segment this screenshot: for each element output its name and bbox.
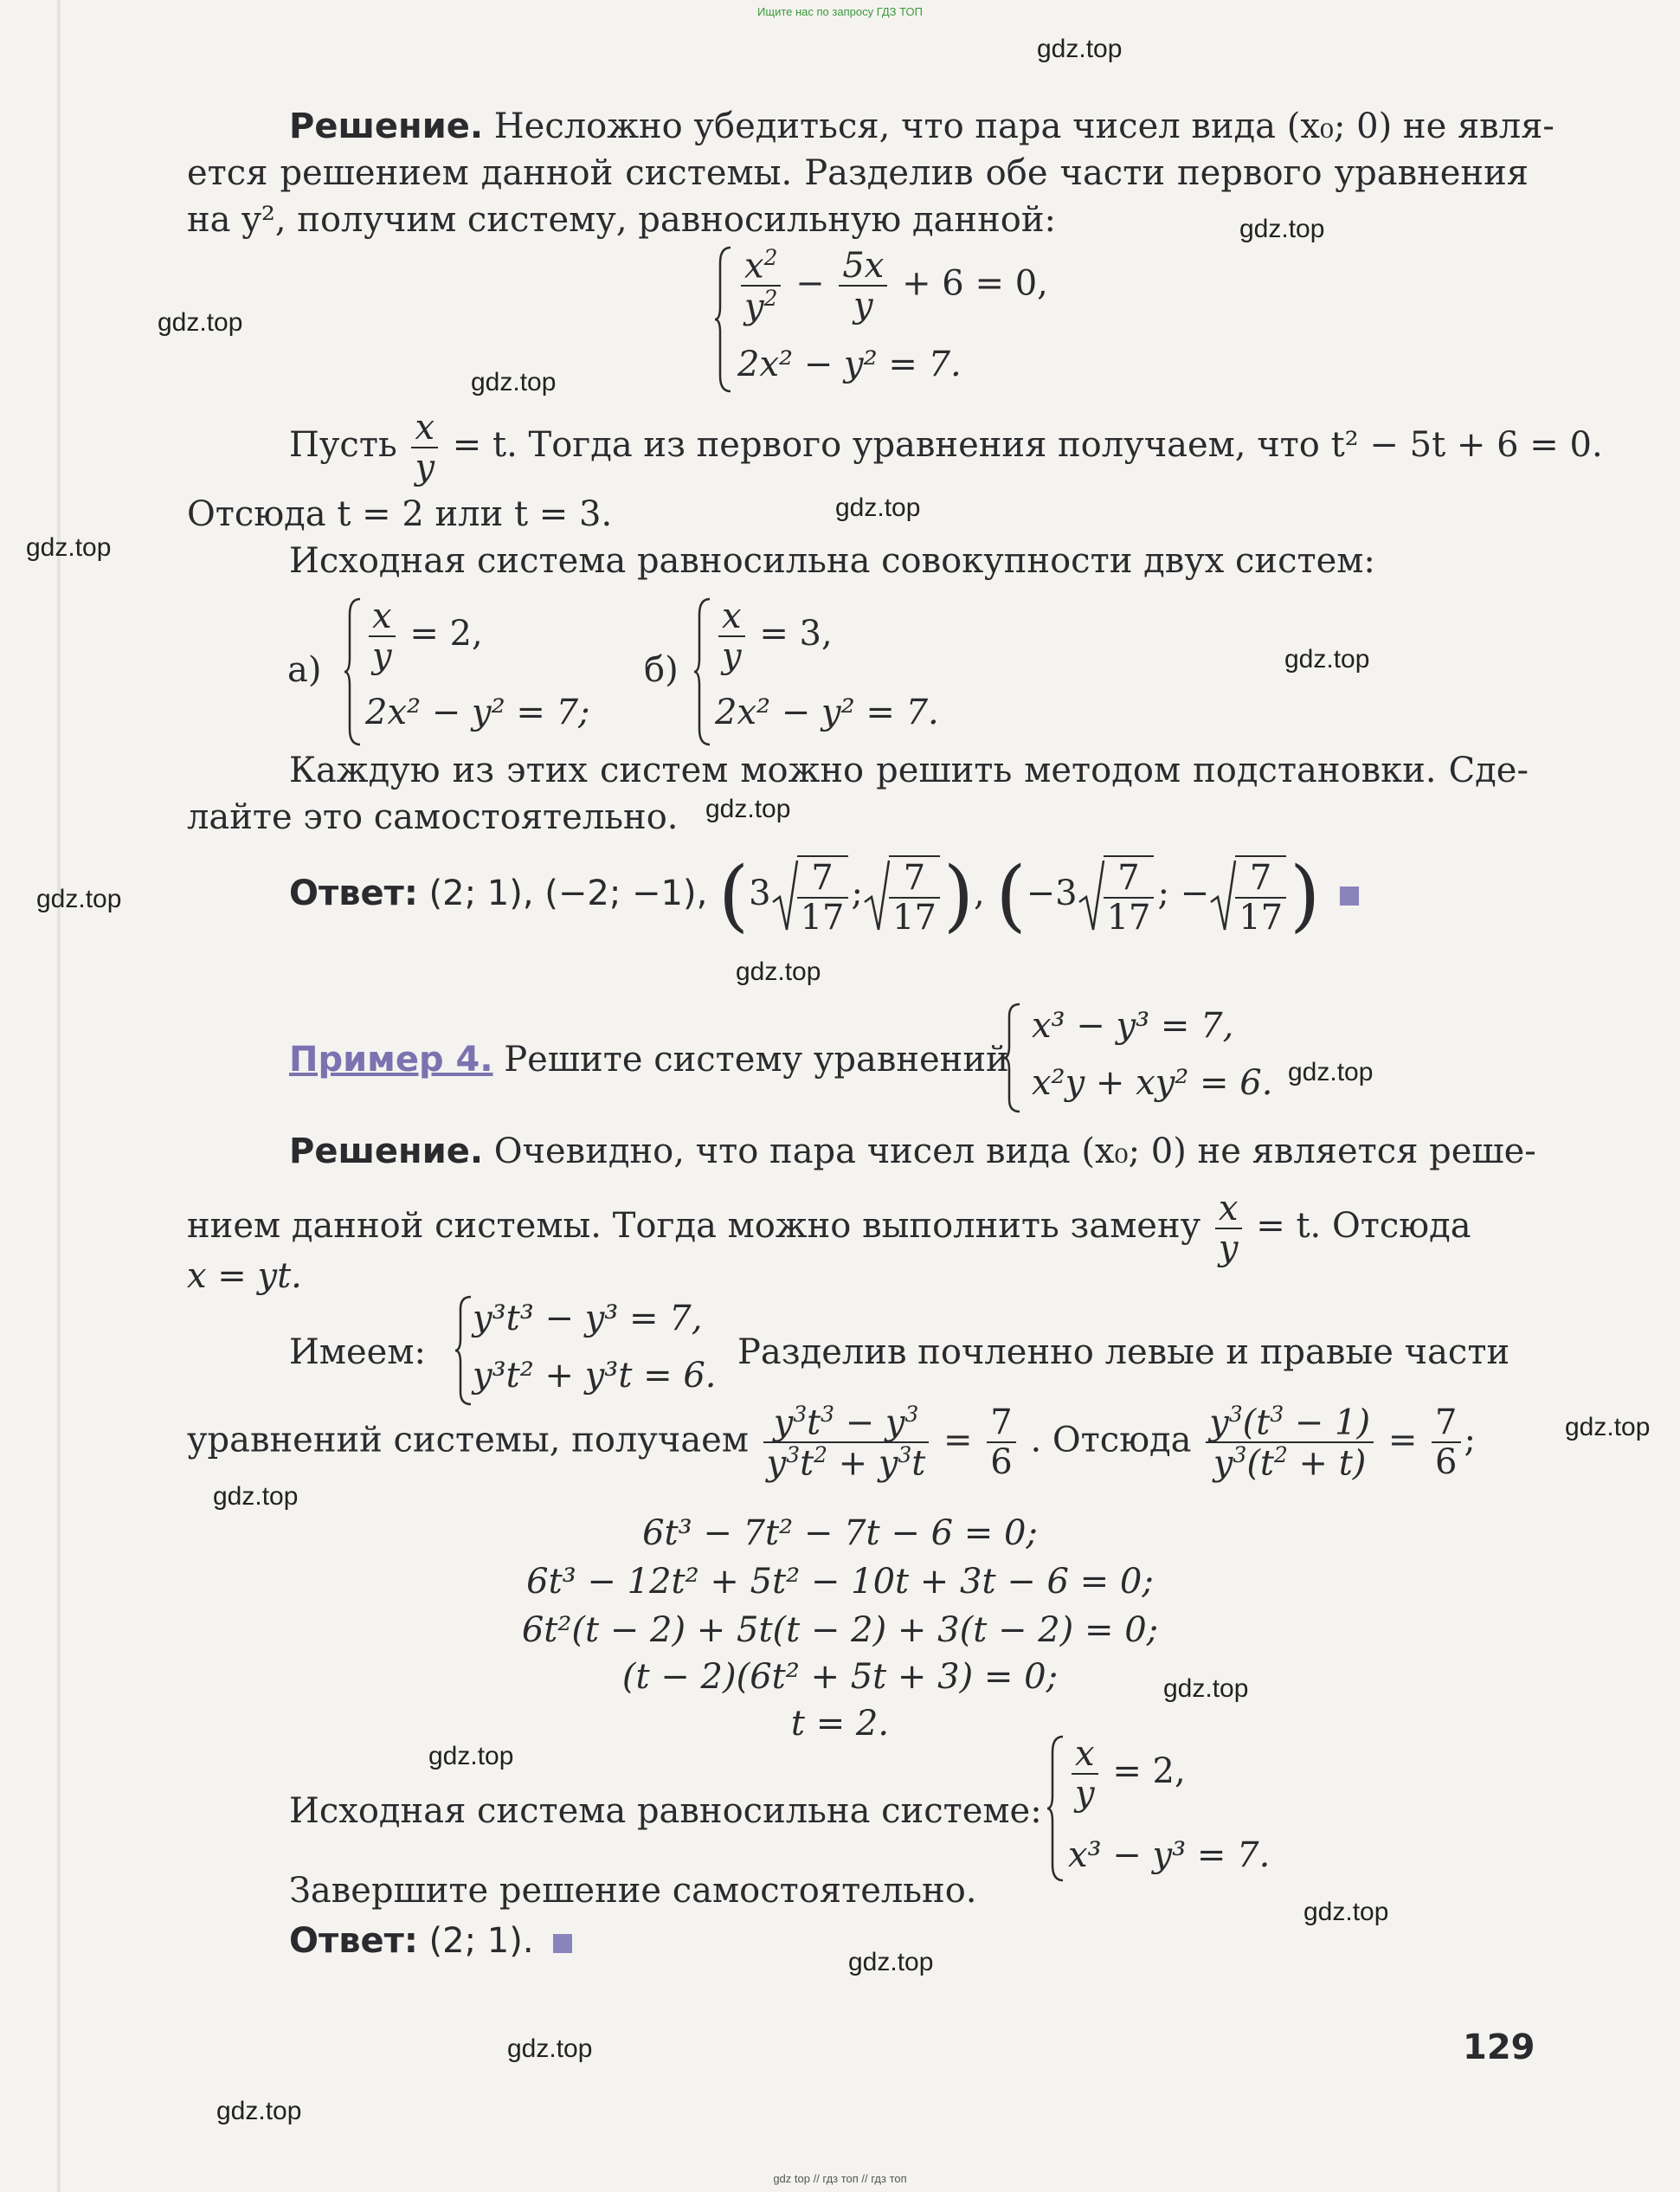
answer-text: (2; 1).: [428, 1921, 534, 1961]
watermark: gdz.top: [835, 493, 921, 522]
equation-tail: + 6 = 0,: [902, 263, 1048, 304]
solution-paragraph-line: [289, 1127, 1536, 1176]
derivation-step: 6t³ − 12t² + 5t² − 10t + 3t − 6 = 0;: [526, 1562, 1154, 1602]
equation-tail: = 2,: [409, 614, 483, 654]
example-label: Пример 4.: [289, 1040, 493, 1080]
text-line: Разделив почленно левые и правые части: [737, 1332, 1510, 1372]
equation-tail: = 2,: [1112, 1751, 1186, 1791]
substitution-line: нием данной системы. Тогда можно выполнить замену $\frac{x}{y}$ = t. Отсюда: [187, 1189, 1471, 1268]
system-equation: y³t³ − y³ = 7,: [473, 1299, 703, 1338]
solution-paragraph-line: на y², получим систему, равносильную данной:: [187, 200, 1056, 240]
fraction-line: уравнений системы, получаем $\frac{y^3t^3 - y^3}{y^3t^2 + y^3t}$ = $\frac{7}{6}$ . Отсюда $\frac{y^3(t^3 - 1)}{y^3(t^2 + t)}$ = $\frac{7}{6}$ ;: [187, 1402, 1476, 1484]
equation-system: [713, 246, 1059, 393]
watermark: gdz.top: [1037, 35, 1123, 63]
watermark: gdz.top: [216, 2097, 302, 2125]
answer-label: Ответ:: [289, 874, 418, 913]
system-equation: $\frac{x}{y}$ = 2,: [1068, 1735, 1186, 1813]
header-link[interactable]: Ищите нас по запросу ГДЗ ТОП: [757, 5, 923, 18]
system-equation: $\frac{x}{y}$ = 3,: [715, 597, 833, 675]
brace-icon: [1002, 1003, 1021, 1113]
derivation-step: 6t²(t − 2) + 5t(t − 2) + 3(t − 2) = 0;: [521, 1610, 1159, 1650]
text-line: Исходная система равносильна совокупности двух систем:: [289, 541, 1375, 581]
solution-label: Решение.: [289, 106, 484, 146]
solution-paragraph-line: ется решением данной системы. Разделив обе части первого уравнения: [187, 153, 1529, 193]
page-number: 129: [1463, 2028, 1535, 2067]
text-line: Исходная система равносильна системе:: [289, 1791, 1042, 1831]
equation-system: [454, 1295, 739, 1406]
watermark: gdz.top: [1239, 215, 1325, 243]
system-equation: y³t² + y³t = 6.: [473, 1356, 717, 1396]
watermark: gdz.top: [705, 795, 791, 823]
text-line: лайте это самостоятельно.: [187, 797, 679, 837]
end-of-proof-icon: [553, 1934, 572, 1953]
text-line: Завершите решение самостоятельно.: [289, 1871, 977, 1911]
text: = t. Отсюда: [1256, 1206, 1471, 1246]
derivation-step: t = 2.: [790, 1704, 890, 1744]
substitution-line: Пусть $\frac{x}{y}$ = t. Тогда из первого уравнения получаем, что t² − 5t + 6 = 0.: [289, 408, 1603, 487]
system-equation: 2x² − y² = 7.: [737, 345, 962, 384]
watermark: gdz.top: [158, 308, 243, 337]
answer-line: [289, 1917, 572, 1965]
system-equation: x²y + xy² = 6.: [1032, 1063, 1273, 1103]
text: Несложно убедиться, что пара чисел вида (x₀; 0) не явля-: [493, 106, 1554, 146]
system-equation: $\frac{x}{y}$ = 2,: [365, 597, 483, 675]
system-equation: $\frac{x^2}{y^2}$ − $\frac{5x}{y}$ + 6 = 0,: [737, 246, 1048, 326]
derivation-step: (t − 2)(6t² + 5t + 3) = 0;: [621, 1657, 1059, 1697]
example-line: [289, 1035, 1009, 1084]
watermark: gdz.top: [848, 1948, 934, 1976]
watermark: gdz.top: [36, 885, 122, 913]
text-line: Каждую из этих систем можно решить методом подстановки. Сде-: [289, 751, 1529, 790]
brace-icon: [343, 597, 362, 746]
watermark: gdz.top: [26, 533, 112, 562]
equation-system: [343, 597, 628, 746]
footer-link[interactable]: gdz top // гдз топ // гдз топ: [773, 2172, 907, 2185]
text: . Отсюда: [1030, 1420, 1192, 1460]
watermark: gdz.top: [428, 1742, 514, 1770]
text: = t. Тогда из первого уравнения получаем, что t² − 5t + 6 = 0.: [452, 425, 1603, 465]
brace-icon: [1046, 1735, 1065, 1882]
watermark: gdz.top: [1303, 1898, 1389, 1926]
text: Решите систему уравнений: [504, 1040, 1009, 1080]
system-equation: 2x² − y² = 7.: [715, 693, 939, 732]
watermark: gdz.top: [1288, 1058, 1374, 1086]
case-label: а): [287, 650, 322, 690]
brace-icon: [692, 597, 711, 746]
equation-system: [1046, 1735, 1331, 1882]
equation-tail: = 3,: [759, 614, 833, 654]
watermark: gdz.top: [1284, 645, 1370, 674]
page-gutter: [57, 0, 61, 2192]
text-line: Имеем:: [289, 1332, 426, 1372]
text: Очевидно, что пара чисел вида (x₀; 0) не является реше-: [493, 1131, 1536, 1171]
watermark: gdz.top: [1565, 1413, 1651, 1441]
text: нием данной системы. Тогда можно выполнить замену: [187, 1206, 1201, 1246]
system-equation: 2x² − y² = 7;: [365, 693, 590, 732]
answer-label: Ответ:: [289, 1921, 418, 1961]
watermark: gdz.top: [213, 1482, 299, 1511]
watermark: gdz.top: [736, 957, 821, 986]
equation-system: [1002, 1003, 1314, 1113]
text-line: x = yt.: [187, 1256, 302, 1296]
answer-text: (2; 1), (−2; −1),: [428, 874, 708, 913]
case-label: б): [644, 650, 679, 690]
brace-icon: [454, 1295, 473, 1406]
watermark: gdz.top: [507, 2034, 593, 2063]
text-line: Отсюда t = 2 или t = 3.: [187, 494, 613, 534]
derivation-step: 6t³ − 7t² − 7t − 6 = 0;: [642, 1513, 1038, 1553]
solution-label: Решение.: [289, 1131, 484, 1171]
watermark: gdz.top: [1163, 1674, 1249, 1703]
system-equation: x³ − y³ = 7.: [1068, 1835, 1271, 1875]
system-equation: x³ − y³ = 7,: [1032, 1006, 1234, 1046]
text: уравнений системы, получаем: [187, 1420, 749, 1460]
equation-system: [692, 597, 978, 746]
answer-line: Ответ: (2; 1), (−2; −1), (3 $\frac{7}{17}$ ; $\frac{7}{17}$ ), (−3 $\frac{7}{17}$ ; − $\frac{7}{17}$ ): [289, 855, 1359, 937]
brace-icon: [713, 246, 732, 393]
solution-paragraph-line: [289, 102, 1554, 151]
watermark: gdz.top: [471, 368, 557, 396]
end-of-proof-icon: [1340, 886, 1359, 906]
text: Пусть: [289, 425, 397, 465]
